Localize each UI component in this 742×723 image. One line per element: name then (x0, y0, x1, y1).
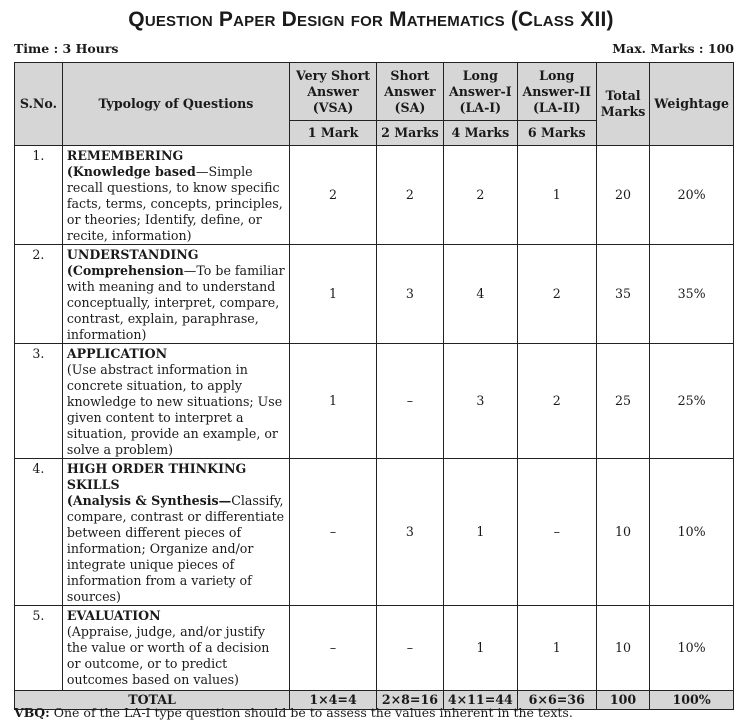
row-heading: HIGH ORDER THINKING SKILLS (66, 461, 247, 492)
total-vsa: 1×4=4 (290, 691, 377, 710)
table-row (15, 606, 734, 691)
row-la2: 2 (517, 344, 596, 459)
row-sno: 5. (15, 606, 63, 691)
row-heading: APPLICATION (66, 346, 168, 361)
header-vsa: Very Short Answer (VSA) (290, 63, 377, 121)
row-la2: 1 (517, 606, 596, 691)
row-heading: UNDERSTANDING (66, 247, 199, 262)
row-subheading: (Analysis & Synthesis— (66, 493, 232, 508)
row-typology (62, 146, 289, 245)
row-sno: 1. (15, 146, 63, 245)
row-weightage: 20% (650, 146, 734, 245)
total-weightage: 100% (650, 691, 734, 710)
total-la2: 6×6=36 (517, 691, 596, 710)
header-total: Total Marks (596, 63, 650, 146)
total-sa: 2×8=16 (377, 691, 444, 710)
row-description: Classify, compare, contrast or differentiate between different pieces of information; Organize and/or integrate unique pieces of information from a variety of sources) (66, 493, 285, 604)
total-la1: 4×11=44 (443, 691, 517, 710)
header-sa-marks: 2 Marks (377, 121, 444, 146)
row-la1: 1 (443, 459, 517, 606)
table-row (15, 245, 734, 344)
page-title: Question Paper Design for Mathematics (Class XII) (128, 8, 614, 31)
row-subheading: (Knowledge based (66, 164, 196, 179)
table-row (15, 146, 734, 245)
total-label: TOTAL (15, 691, 290, 710)
row-description: —Simple recall questions, to know specific facts, terms, concepts, principles, or theories; Identify, define, or recite, information) (66, 164, 283, 243)
header-typology: Typology of Questions (62, 63, 289, 146)
row-total: 10 (596, 459, 650, 606)
question-paper-table (14, 62, 734, 710)
row-total: 25 (596, 344, 650, 459)
row-typology (62, 344, 289, 459)
row-typology (62, 245, 289, 344)
row-typology (62, 606, 289, 691)
row-description: (Use abstract information in concrete situation, to apply knowledge to new situations; Use given content to interpret a situation, provide an example, or solve a problem) (66, 362, 283, 457)
row-sno: 3. (15, 344, 63, 459)
row-total: 10 (596, 606, 650, 691)
row-total: 20 (596, 146, 650, 245)
header-sno: S.No. (15, 63, 63, 146)
row-heading: EVALUATION (66, 608, 161, 623)
row-sa: 3 (377, 245, 444, 344)
header-la1: Long Answer-I (LA-I) (443, 63, 517, 121)
table-row (15, 459, 734, 606)
row-vsa: – (290, 459, 377, 606)
row-weightage: 10% (650, 459, 734, 606)
row-total: 35 (596, 245, 650, 344)
row-la1: 4 (443, 245, 517, 344)
row-vsa: 1 (290, 245, 377, 344)
row-sno: 4. (15, 459, 63, 606)
max-marks-label: Max. Marks : 100 (612, 41, 734, 56)
row-la2: 1 (517, 146, 596, 245)
time-label: Time : 3 Hours (14, 41, 119, 56)
header-weightage: Weightage (650, 63, 734, 146)
vbq-label: VBQ: (14, 705, 50, 720)
header-la2: Long Answer-II (LA-II) (517, 63, 596, 121)
header-vsa-marks: 1 Mark (290, 121, 377, 146)
table-row (15, 344, 734, 459)
header-sa: Short Answer (SA) (377, 63, 444, 121)
row-sa: 2 (377, 146, 444, 245)
row-typology (62, 459, 289, 606)
row-description: (Appraise, judge, and/or justify the value or worth of a decision or outcome, or to predict outcomes based on values) (66, 624, 270, 687)
row-sa: – (377, 606, 444, 691)
vbq-text: One of the LA-I type question should be to assess the values inherent in the texts. (49, 705, 573, 720)
row-weightage: 35% (650, 245, 734, 344)
row-subheading: (Comprehension (66, 263, 184, 278)
total-marks: 100 (596, 691, 650, 710)
row-sno: 2. (15, 245, 63, 344)
vbq-note (14, 705, 573, 720)
row-description: —To be familiar with meaning and to understand conceptually, interpret, compare, contrast, explain, paraphrase, information) (66, 263, 285, 342)
row-vsa: 1 (290, 344, 377, 459)
row-la1: 2 (443, 146, 517, 245)
row-vsa: – (290, 606, 377, 691)
row-weightage: 10% (650, 606, 734, 691)
row-la1: 1 (443, 606, 517, 691)
row-weightage: 25% (650, 344, 734, 459)
row-la2: – (517, 459, 596, 606)
row-sa: – (377, 344, 444, 459)
header-la1-marks: 4 Marks (443, 121, 517, 146)
row-vsa: 2 (290, 146, 377, 245)
row-la2: 2 (517, 245, 596, 344)
row-la1: 3 (443, 344, 517, 459)
header-la2-marks: 6 Marks (517, 121, 596, 146)
row-sa: 3 (377, 459, 444, 606)
row-heading: REMEMBERING (66, 148, 184, 163)
